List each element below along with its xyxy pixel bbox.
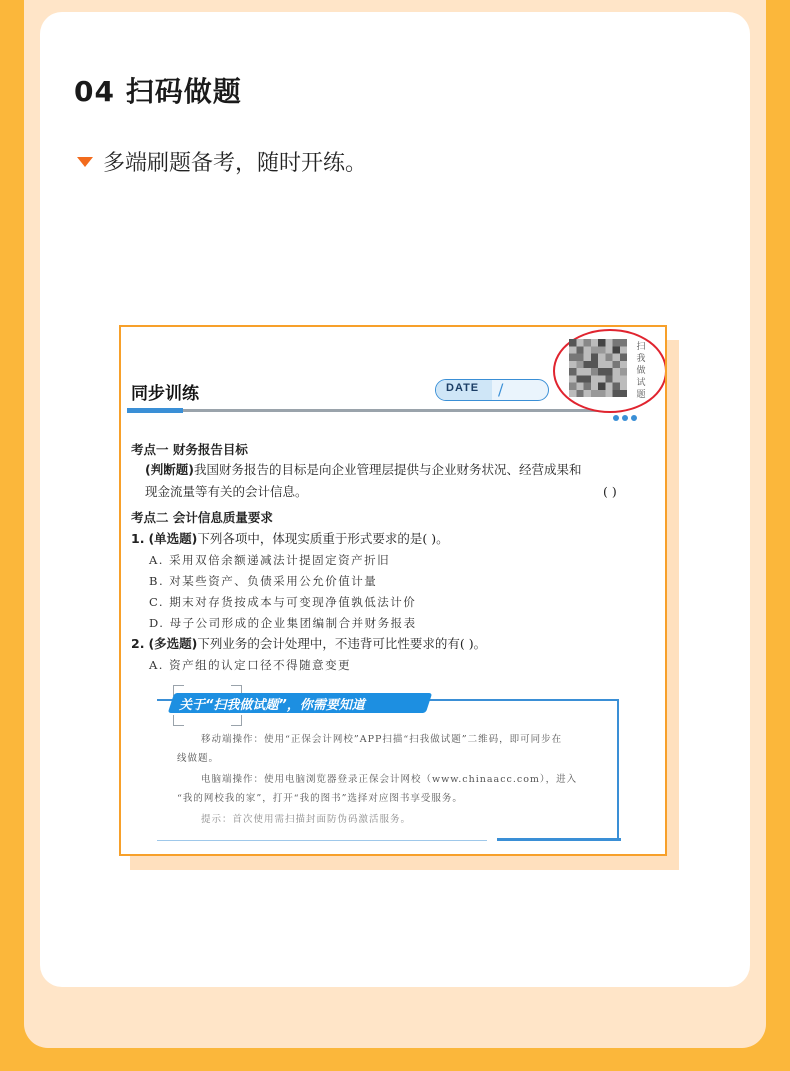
- date-field: DATE /: [435, 379, 549, 401]
- point2-title: 考点二 会计信息质量要求: [131, 510, 273, 525]
- note-line-5: 提示：首次使用需扫描封面防伪码激活服务。: [201, 814, 412, 825]
- judge-question: (判断题)我国财务报告的目标是向企业管理层提供与企业财务状况、经营成果和: [145, 462, 582, 477]
- point1-title: 考点一 财务报告目标: [131, 442, 248, 457]
- note-line-1: 移动端操作：使用“正保会计网校”APP扫描“扫我做试题”二维码，即可同步在: [201, 734, 563, 745]
- note-line-2: 线做题。: [177, 753, 220, 764]
- q1-option-c: C. 期末对存货按成本与可变现净值孰低法计价: [149, 595, 417, 609]
- book-page-image: [119, 325, 667, 856]
- scan-note-box: [157, 693, 619, 845]
- section-title: 同步训练: [131, 384, 199, 404]
- q1-option-d: D. 母子公司形成的企业集团编制合并财务报表: [149, 616, 417, 630]
- q1-option-a: A. 采用双倍余额递减法计提固定资产折旧: [149, 553, 391, 567]
- date-label: DATE: [446, 382, 480, 394]
- qr-caption: 扫我做试题: [636, 342, 646, 400]
- q1-stem: 1. (单选题)下列各项中，体现实质重于形式要求的是( )。: [131, 531, 449, 546]
- section-rule: [127, 409, 613, 412]
- note-line-3: 电脑端操作：使用电脑浏览器登录正保会计网校（www.chinaacc.com），进入: [201, 774, 578, 785]
- judge-question-cont: 现金流量等有关的会计信息。: [145, 484, 308, 499]
- note-line-4: “我的网校我的家”，打开“我的图书”选择对应图书享受服务。: [177, 793, 463, 804]
- judge-answer-blank: ( ): [603, 484, 617, 499]
- page-dots: [613, 406, 640, 425]
- qr-code-icon: [569, 339, 627, 397]
- page-title: 04 扫码做题: [74, 75, 242, 108]
- q1-option-b: B. 对某些资产、负债采用公允价值计量: [149, 574, 378, 588]
- q2-option-a: A. 资产组的认定口径不得随意变更: [149, 658, 352, 672]
- section-rule-accent: [127, 408, 183, 413]
- page-subtitle: 多端刷题备考，随时开练。: [103, 151, 368, 176]
- q2-stem: 2. (多选题)下列业务的会计处理中，不违背可比性要求的有( )。: [131, 636, 487, 651]
- note-title: 关于“扫我做试题”，你需要知道: [179, 698, 365, 713]
- triangle-bullet-icon: [77, 157, 93, 167]
